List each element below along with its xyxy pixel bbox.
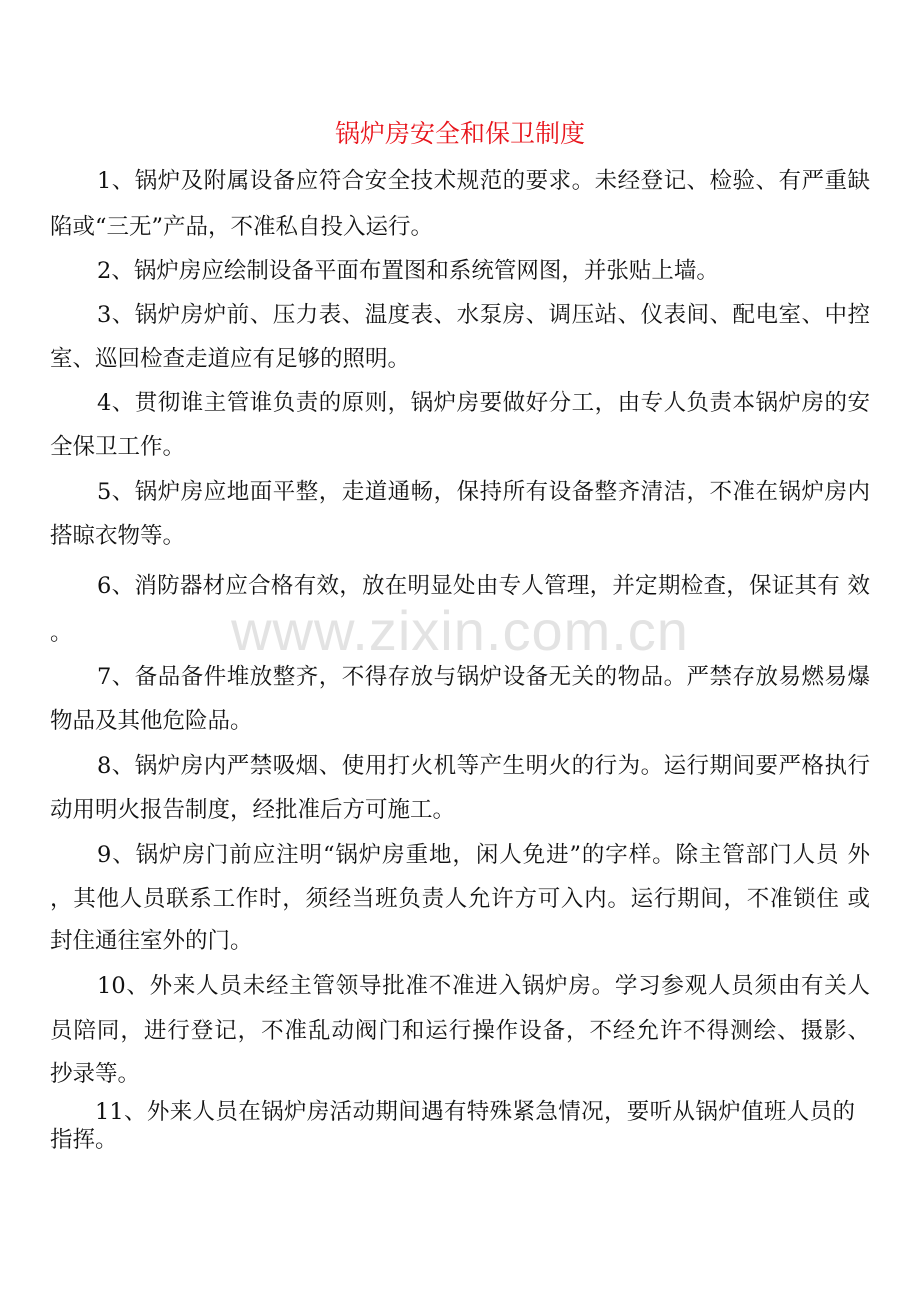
- rule-11-line-1: 11、外来人员在锅炉房活动期间遇有特殊紧急情况，要听从锅炉值班人员的: [95, 1099, 855, 1125]
- rule-4-line-1: 4、贯彻谁主管谁负责的原则，锅炉房要做好分工，由专人负责本锅炉房的安: [97, 390, 870, 416]
- rule-8-line-1: 8、锅炉房内严禁吸烟、使用打火机等产生明火的行为。运行期间要严格执行: [97, 753, 870, 779]
- rule-7-line-2: 物品及其他危险品。: [50, 708, 253, 734]
- rule-10-line-2: 员陪同，进行登记，不准乱动阀门和运行操作设备，不经允许不得测绘、摄影、: [50, 1018, 870, 1044]
- rule-4-line-2: 全保卫工作。: [50, 434, 186, 460]
- rule-10-line-3: 抄录等。: [50, 1061, 141, 1087]
- rule-1-line-2: 陷或“三无”产品，不准私自投入运行。: [50, 214, 434, 240]
- rule-3-line-1: 3、锅炉房炉前、压力表、温度表、水泵房、调压站、仪表间、配电室、中控: [97, 302, 870, 328]
- rule-2-line-1: 2、锅炉房应绘制设备平面布置图和系统管网图，并张贴上墙。: [97, 258, 719, 284]
- rule-9-line-3: 封住通往室外的门。: [50, 928, 253, 954]
- watermark: www.zixin.com.cn: [231, 599, 689, 662]
- rule-9-line-1: 9、锅炉房门前应注明“锅炉房重地，闲人免进”的字样。除主管部门人员 外: [97, 842, 870, 868]
- rule-3-line-2: 室、巡回检查走道应有足够的照明。: [50, 346, 411, 372]
- rule-5-line-2: 搭晾衣物等。: [50, 523, 186, 549]
- rule-6-line-2: 。: [50, 620, 73, 646]
- document-title: 锅炉房安全和保卫制度: [334, 119, 585, 148]
- rule-8-line-2: 动用明火报告制度，经批准后方可施工。: [50, 797, 456, 823]
- rule-1-line-1: 1、锅炉及附属设备应符合安全技术规范的要求。未经登记、检验、有严重缺: [97, 168, 870, 194]
- rule-11-line-2: 指挥。: [50, 1127, 118, 1153]
- rule-7-line-1: 7、备品备件堆放整齐，不得存放与锅炉设备无关的物品。严禁存放易燃易爆: [97, 664, 870, 690]
- rule-6-line-1: 6、消防器材应合格有效，放在明显处由专人管理，并定期检查，保证其有 效: [97, 573, 870, 599]
- rule-5-line-1: 5、锅炉房应地面平整，走道通畅，保持所有设备整齐清洁，不准在锅炉房内: [97, 479, 870, 505]
- rule-9-line-2: ，其他人员联系工作时，须经当班负责人允许方可入内。运行期间，不准锁住 或: [50, 886, 870, 912]
- rule-10-line-1: 10、外来人员未经主管领导批准不准进入锅炉房。学习参观人员须由有关人: [97, 973, 870, 999]
